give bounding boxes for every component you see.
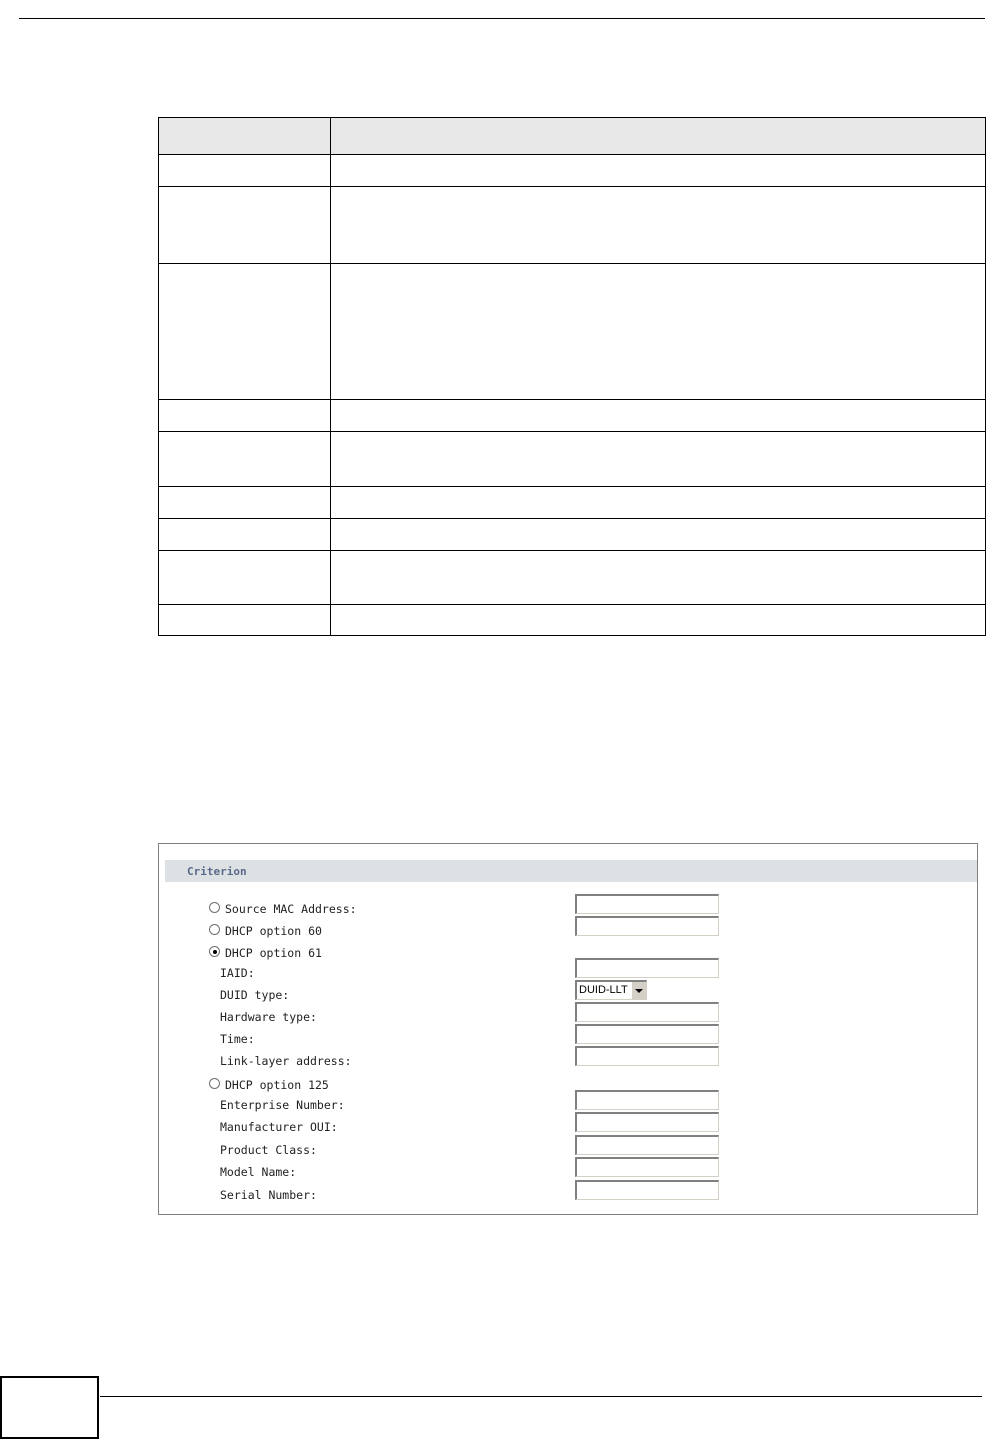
- hardware-type-label: Hardware type:: [220, 1010, 317, 1024]
- enterprise-number-row: [159, 1098, 977, 1120]
- time-row: [159, 1032, 977, 1054]
- criterion-panel-header: [165, 860, 977, 882]
- product-class-input[interactable]: [575, 1135, 719, 1155]
- product-class-label: Product Class:: [220, 1143, 317, 1157]
- table-row: [159, 487, 986, 519]
- duid-type-select[interactable]: [575, 980, 647, 1000]
- table-row: [159, 551, 986, 605]
- link-layer-address-label: Link-layer address:: [220, 1054, 352, 1068]
- iaid-row: [159, 966, 977, 988]
- iaid-label: IAID:: [220, 966, 255, 980]
- table-row: [159, 605, 986, 636]
- enterprise-number-label: Enterprise Number:: [220, 1098, 345, 1112]
- duid-type-label: DUID type:: [220, 988, 290, 1002]
- table-header-description: [330, 118, 985, 155]
- dhcp-option-125-row: [159, 1078, 977, 1100]
- manufacturer-oui-input[interactable]: [575, 1112, 719, 1132]
- page-number-box: [0, 1376, 99, 1439]
- dhcp-option-125-radio[interactable]: [209, 1078, 220, 1089]
- link-layer-address-input[interactable]: [575, 1046, 719, 1066]
- header-rule: [19, 18, 985, 19]
- dhcp-option-61-row: [159, 946, 977, 968]
- enterprise-number-input[interactable]: [575, 1090, 719, 1110]
- model-name-row: [159, 1165, 977, 1187]
- model-name-input[interactable]: [575, 1157, 719, 1177]
- duid-type-row: [159, 984, 977, 1010]
- criterion-panel: [158, 843, 978, 1215]
- model-name-label: Model Name:: [220, 1165, 297, 1179]
- table-row: [159, 432, 986, 487]
- table-row: [159, 187, 986, 264]
- footer-rule: [100, 1396, 982, 1397]
- time-input[interactable]: [575, 1024, 719, 1044]
- serial-number-input[interactable]: [575, 1180, 719, 1200]
- serial-number-label: Serial Number:: [220, 1188, 317, 1202]
- dhcp-option-60-input[interactable]: [575, 916, 719, 936]
- source-mac-radio[interactable]: [209, 902, 220, 913]
- table-header-row: [159, 118, 986, 155]
- duid-type-value: DUID-LLT: [579, 984, 628, 996]
- dhcp-option-61-label: DHCP option 61: [225, 946, 322, 960]
- dhcp-option-60-label: DHCP option 60: [225, 924, 322, 938]
- dhcp-option-61-radio[interactable]: [209, 946, 220, 957]
- dhcp-option-125-label: DHCP option 125: [225, 1078, 329, 1092]
- manufacturer-oui-row: [159, 1120, 977, 1142]
- dhcp-option-60-radio[interactable]: [209, 924, 220, 935]
- hardware-type-input[interactable]: [575, 1002, 719, 1022]
- dhcp-option-60-row: [159, 924, 977, 946]
- table-header-label: [159, 118, 331, 155]
- source-mac-row: [159, 902, 977, 924]
- table-row: [159, 519, 986, 551]
- hardware-type-row: [159, 1010, 977, 1032]
- source-mac-input[interactable]: [575, 894, 719, 914]
- iaid-input[interactable]: [575, 958, 719, 978]
- table-row: [159, 400, 986, 432]
- manufacturer-oui-label: Manufacturer OUI:: [220, 1120, 338, 1134]
- time-label: Time:: [220, 1032, 255, 1046]
- source-mac-label: Source MAC Address:: [225, 902, 357, 916]
- table-row: [159, 264, 986, 400]
- serial-number-row: [159, 1188, 977, 1210]
- link-layer-address-row: [159, 1054, 977, 1076]
- description-table: [158, 117, 986, 636]
- table-row: [159, 155, 986, 187]
- criterion-panel-title: Criterion: [187, 865, 247, 878]
- product-class-row: [159, 1143, 977, 1165]
- chevron-down-icon[interactable]: [631, 982, 646, 999]
